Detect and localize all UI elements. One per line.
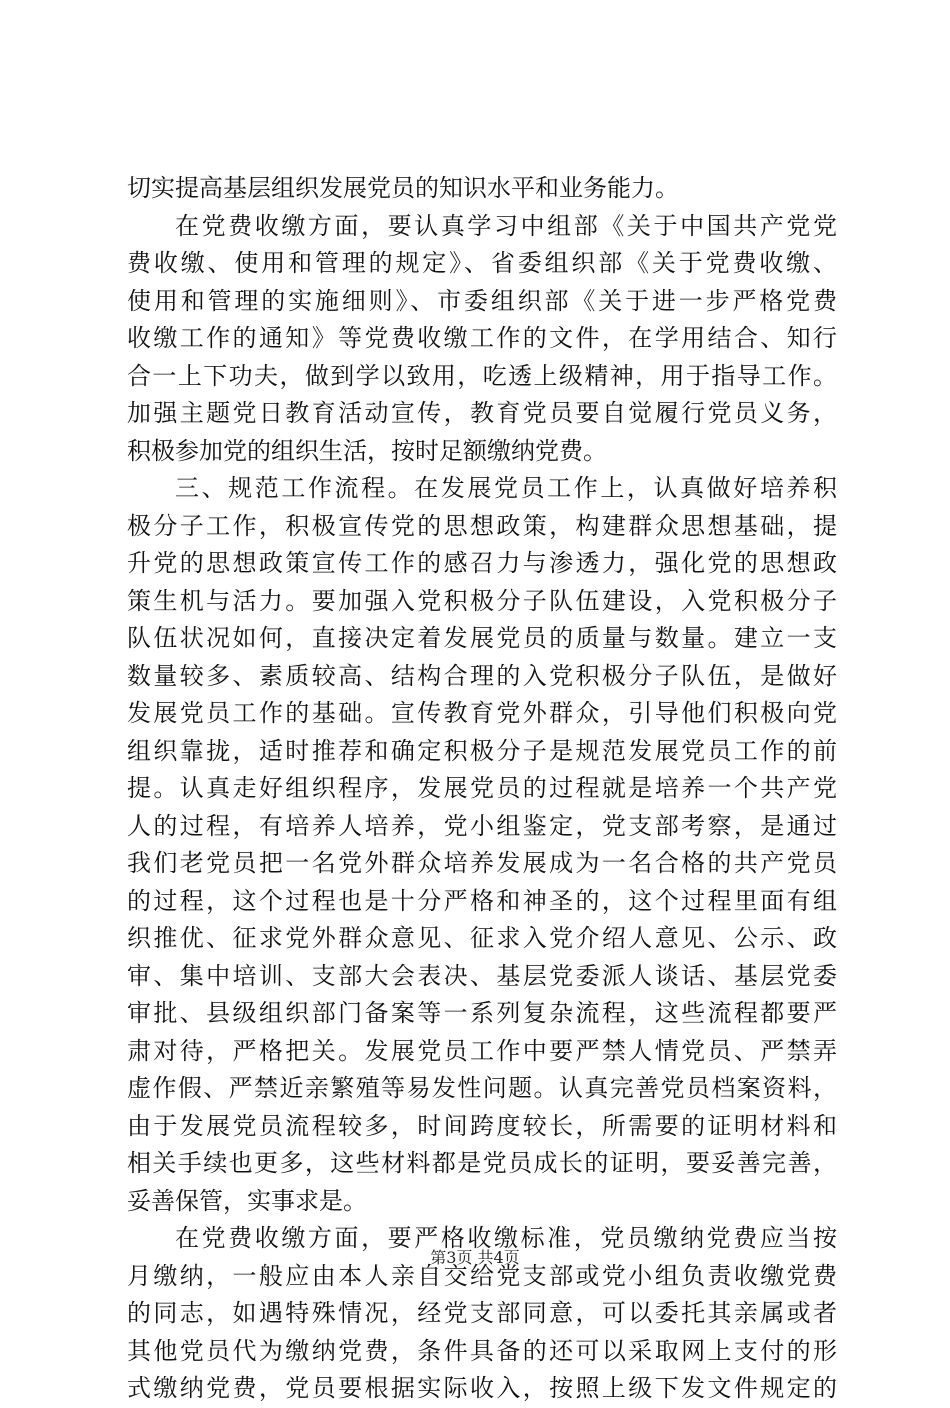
text-line: 策生机与活力。要加强入党积极分子队伍建设，入党积极分子 — [127, 586, 837, 615]
text-line: 切实提高基层组织发展党员的知识水平和业务能力。 — [127, 174, 679, 202]
text-line: 极分子工作，积极宣传党的思想政策，构建群众思想基础，提 — [127, 511, 837, 540]
paragraph-first-line: 三、规范工作流程。在发展党员工作上，认真做好培养积 — [175, 474, 837, 502]
text-line: 的过程，这个过程也是十分严格和神圣的，这个过程里面有组 — [127, 886, 837, 915]
text-line: 合一上下功夫，做到学以致用，吃透上级精神，用于指导工作。 — [127, 361, 837, 390]
text-line: 加强主题党日教育活动宣传，教育党员要自觉履行党员义务， — [127, 399, 837, 427]
text-line: 队伍状况如何，直接决定着发展党员的质量与数量。建立一支 — [127, 624, 837, 652]
text-line: 式缴纳党费，党员要根据实际收入，按照上级下发文件规定的 — [127, 1374, 837, 1402]
text-line: 虚作假、严禁近亲繁殖等易发性问题。认真完善党员档案资料， — [127, 1074, 837, 1102]
text-line: 织推优、征求党外群众意见、征求入党介绍人意见、公示、政 — [127, 924, 837, 952]
text-line: 肃对待，严格把关。发展党员工作中要严禁人情党员、严禁弄 — [127, 1036, 837, 1065]
text-line: 审、集中培训、支部大会表决、基层党委派人谈话、基层党委 — [127, 961, 837, 990]
text-line: 提。认真走好组织程序，发展党员的过程就是培养一个共产党 — [127, 774, 837, 802]
text-line: 收缴工作的通知》等党费收缴工作的文件，在学用结合、知行 — [127, 324, 837, 352]
text-line: 费收缴、使用和管理的规定》、省委组织部《关于党费收缴、 — [127, 249, 837, 277]
text-line: 妥善保管，实事求是。 — [127, 1186, 367, 1215]
text-line: 其他党员代为缴纳党费，条件具备的还可以采取网上支付的形 — [127, 1336, 837, 1365]
page-number-footer: 第3页 共4页 — [430, 1248, 520, 1267]
text-line: 月缴纳，一般应由本人亲自交给党支部或党小组负责收缴党费 — [127, 1261, 837, 1290]
text-line: 审批、县级组织部门备案等一系列复杂流程，这些流程都要严 — [127, 999, 837, 1027]
text-line: 组织靠拢，适时推荐和确定积极分子是规范发展党员工作的前 — [127, 736, 837, 765]
paragraph-first-line: 在党费收缴方面，要认真学习中组部《关于中国共产党党 — [175, 211, 837, 240]
text-line: 我们老党员把一名党外群众培养发展成为一名合格的共产党员 — [127, 849, 837, 877]
text-line: 使用和管理的实施细则》、市委组织部《关于进一步严格党费 — [127, 286, 837, 315]
text-line: 升党的思想政策宣传工作的感召力与渗透力，强化党的思想政 — [127, 549, 837, 577]
text-line: 积极参加党的组织生活，按时足额缴纳党费。 — [127, 436, 607, 465]
text-line: 相关手续也更多，这些材料都是党员成长的证明，要妥善完善， — [127, 1149, 837, 1177]
text-line: 的同志，如遇特殊情况，经党支部同意，可以委托其亲属或者 — [127, 1299, 837, 1327]
paragraph-first-line: 在党费收缴方面，要严格收缴标准，党员缴纳党费应当按 — [175, 1224, 837, 1252]
text-line: 人的过程，有培养人培养，党小组鉴定，党支部考察，是通过 — [127, 811, 837, 840]
text-line: 由于发展党员流程较多，时间跨度较长，所需要的证明材料和 — [127, 1111, 837, 1140]
text-line: 发展党员工作的基础。宣传教育党外群众，引导他们积极向党 — [127, 699, 837, 727]
document-body — [127, 170, 837, 1408]
text-line: 数量较多、素质较高、结构合理的入党积极分子队伍，是做好 — [127, 661, 837, 690]
